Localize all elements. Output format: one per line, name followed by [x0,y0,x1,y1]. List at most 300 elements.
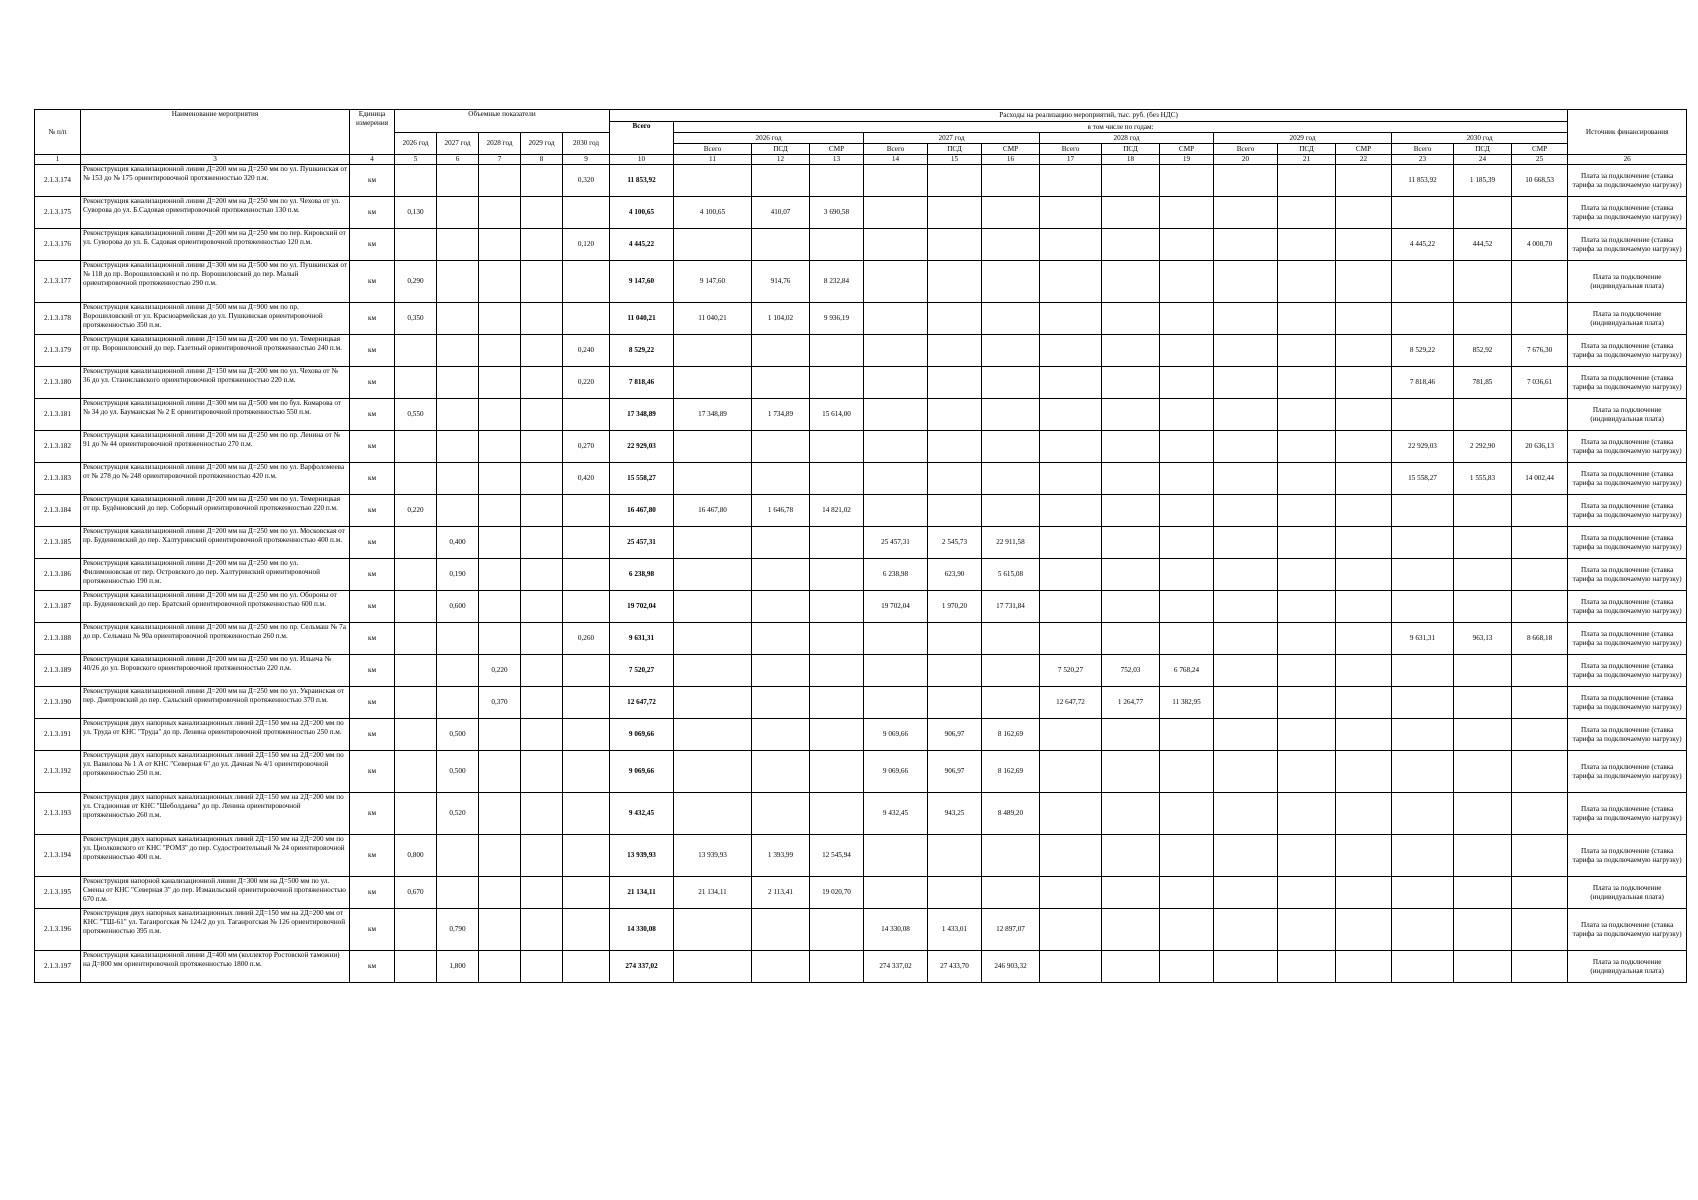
cost-value [810,655,864,687]
volume-value [521,687,563,719]
header-sub: СМР [982,144,1040,155]
cost-value [752,591,810,623]
header-sub: Всего [1040,144,1102,155]
table-row [35,303,1687,335]
volume-value [479,527,521,559]
table-row [35,229,1687,261]
volume-value [395,793,437,835]
unit: км [350,367,395,399]
total-cost: 17 348,89 [610,399,674,431]
volume-value [479,951,521,983]
column-number: 15 [928,155,982,165]
unit: км [350,623,395,655]
funding-source: Плата за подключение (ставка тарифа за подключаемую нагрузку) [1568,165,1687,197]
volume-value [521,495,563,527]
cost-value [1160,559,1214,591]
volume-value [479,623,521,655]
cost-value [1336,495,1392,527]
volume-value [479,335,521,367]
cost-value [1160,335,1214,367]
row-number: 2.1.3.188 [35,623,81,655]
cost-value [1278,591,1336,623]
cost-value: 15 558,27 [1392,463,1454,495]
header-volume: Объемные показатели [395,110,610,133]
investment-table [34,109,1687,983]
measure-name: Реконструкция двух напорных канализационных линий 2Д=150 мм на 2Д=200 мм от КНС "ТШ-61" ул. Таганрогская № 124/2 до ул. Таганрогская № 126 ориентировочной протяженностью 395 п.м. [81,909,350,951]
cost-value [1278,559,1336,591]
cost-value [810,463,864,495]
funding-source: Плата за подключение (ставка тарифа за подключаемую нагрузку) [1568,367,1687,399]
volume-value [563,303,610,335]
volume-value [521,165,563,197]
cost-value: 752,03 [1102,655,1160,687]
cost-value [1160,909,1214,951]
cost-value [1392,591,1454,623]
cost-value: 906,97 [928,719,982,751]
cost-value [752,687,810,719]
cost-value [1160,261,1214,303]
funding-source: Плата за подключение (ставка тарифа за подключаемую нагрузку) [1568,495,1687,527]
cost-value [928,399,982,431]
cost-value [1392,835,1454,877]
column-number: 24 [1454,155,1512,165]
total-cost: 6 238,98 [610,559,674,591]
cost-value [982,165,1040,197]
cost-value [982,463,1040,495]
cost-value: 11 040,21 [674,303,752,335]
cost-value [674,527,752,559]
total-cost: 16 467,80 [610,495,674,527]
row-number: 2.1.3.192 [35,751,81,793]
header-sub: ПСД [928,144,982,155]
cost-value [1160,877,1214,909]
cost-value [1392,751,1454,793]
header-cost-year: 2029 год [1214,133,1392,144]
unit: км [350,197,395,229]
cost-value [928,431,982,463]
volume-value [479,751,521,793]
column-number: 22 [1336,155,1392,165]
cost-value [674,951,752,983]
cost-value [752,623,810,655]
cost-value [752,367,810,399]
volume-value [563,835,610,877]
row-number: 2.1.3.191 [35,719,81,751]
cost-value [1160,431,1214,463]
cost-value [1214,399,1278,431]
unit: км [350,655,395,687]
cost-value [1392,687,1454,719]
volume-value [437,229,479,261]
cost-value [1160,719,1214,751]
volume-value [521,367,563,399]
cost-value: 1 185,39 [1454,165,1512,197]
cost-value [1040,463,1102,495]
cost-value [1454,591,1512,623]
volume-value: 0,190 [437,559,479,591]
column-number: 6 [437,155,479,165]
cost-value [810,527,864,559]
cost-value: 9 432,45 [864,793,928,835]
cost-value [864,229,928,261]
column-number: 4 [350,155,395,165]
cost-value [1336,623,1392,655]
cost-value [810,559,864,591]
cost-value [1214,335,1278,367]
header-cost-year: 2026 год [674,133,864,144]
column-number: 5 [395,155,437,165]
cost-value: 9 069,66 [864,751,928,793]
cost-value [1214,303,1278,335]
cost-value: 9 147,60 [674,261,752,303]
cost-value [982,623,1040,655]
table-row [35,793,1687,835]
cost-value [1102,165,1160,197]
cost-value [1102,751,1160,793]
cost-value [864,877,928,909]
table-row [35,909,1687,951]
row-number: 2.1.3.181 [35,399,81,431]
funding-source: Плата за подключение (индивидуальная плата) [1568,951,1687,983]
volume-value [521,951,563,983]
table-row [35,527,1687,559]
cost-value [1392,399,1454,431]
funding-source: Плата за подключение (ставка тарифа за подключаемую нагрузку) [1568,655,1687,687]
cost-value [1160,197,1214,229]
cost-value [1278,495,1336,527]
cost-value [1454,303,1512,335]
row-number: 2.1.3.185 [35,527,81,559]
cost-value [1336,527,1392,559]
volume-value [521,197,563,229]
cost-value [1512,399,1568,431]
cost-value [1336,793,1392,835]
cost-value [1040,197,1102,229]
cost-value [928,367,982,399]
volume-value: 0,320 [563,165,610,197]
volume-value [563,591,610,623]
cost-value [1278,431,1336,463]
column-number: 10 [610,155,674,165]
cost-value [1278,835,1336,877]
cost-value: 943,25 [928,793,982,835]
cost-value [1454,399,1512,431]
cost-value [674,623,752,655]
unit: км [350,335,395,367]
cost-value [810,367,864,399]
row-number: 2.1.3.196 [35,909,81,951]
funding-source: Плата за подключение (ставка тарифа за подключаемую нагрузку) [1568,229,1687,261]
volume-value [437,495,479,527]
table-row [35,165,1687,197]
column-number: 13 [810,155,864,165]
volume-value: 0,500 [437,751,479,793]
cost-value [982,367,1040,399]
volume-value [395,335,437,367]
cost-value [1040,335,1102,367]
cost-value [674,229,752,261]
column-number: 18 [1102,155,1160,165]
row-number: 2.1.3.193 [35,793,81,835]
cost-value [1336,591,1392,623]
cost-value [674,431,752,463]
cost-value [1392,559,1454,591]
header-costs: Расходы на реализацию мероприятий, тыс. руб. (без НДС) [610,110,1568,122]
column-number: 11 [674,155,752,165]
funding-source: Плата за подключение (ставка тарифа за подключаемую нагрузку) [1568,527,1687,559]
column-number: 17 [1040,155,1102,165]
unit: км [350,399,395,431]
volume-value: 0,220 [479,655,521,687]
volume-value [521,559,563,591]
cost-value [864,495,928,527]
column-number: 26 [1568,155,1687,165]
cost-value [982,687,1040,719]
volume-value: 0,400 [437,527,479,559]
cost-value [1102,229,1160,261]
cost-value [864,399,928,431]
cost-value [1160,399,1214,431]
cost-value [1214,719,1278,751]
cost-value [752,655,810,687]
header-cost-year: 2030 год [1392,133,1568,144]
cost-value [1102,527,1160,559]
cost-value [1040,951,1102,983]
cost-value [1278,303,1336,335]
volume-value: 0,550 [395,399,437,431]
volume-value: 0,220 [395,495,437,527]
cost-value [982,835,1040,877]
funding-source: Плата за подключение (ставка тарифа за подключаемую нагрузку) [1568,719,1687,751]
volume-value [437,655,479,687]
column-number: 9 [563,155,610,165]
volume-value: 0,220 [563,367,610,399]
cost-value [1512,527,1568,559]
cost-value [1512,559,1568,591]
cost-value [1102,719,1160,751]
volume-value [521,431,563,463]
volume-value [563,719,610,751]
cost-value [1102,303,1160,335]
row-number: 2.1.3.176 [35,229,81,261]
cost-value: 1 970,20 [928,591,982,623]
cost-value: 22 911,58 [982,527,1040,559]
volume-value [395,559,437,591]
cost-value [864,165,928,197]
cost-value [752,719,810,751]
cost-value [1512,877,1568,909]
measure-name: Реконструкция канализационной линии Д=200 мм на Д=250 мм по ул. Чехова от ул. Суворова до ул. Б.Садовая ориентировочной протяженностью 130 п.м. [81,197,350,229]
row-number: 2.1.3.182 [35,431,81,463]
volume-value [521,261,563,303]
cost-value [1454,951,1512,983]
header-total: Всего [610,122,674,155]
cost-value [1336,751,1392,793]
cost-value: 1 433,01 [928,909,982,951]
total-cost: 7 818,46 [610,367,674,399]
cost-value [810,687,864,719]
cost-value [1278,399,1336,431]
cost-value [1160,527,1214,559]
cost-value [1040,909,1102,951]
cost-value [1214,367,1278,399]
cost-value [810,951,864,983]
measure-name: Реконструкция канализационной линии Д=200 мм на Д=250 мм по ул. Филимоновская от пер. Островского до пер. Халтуринский ориентировочной протяженностью 190 п.м. [81,559,350,591]
column-number: 14 [864,155,928,165]
measure-name: Реконструкция канализационной линии Д=200 мм на Д=250 мм по ул. Ильича № 40/26 до ул. Воровского ориентировочной протяженностью 220 п.м. [81,655,350,687]
row-number: 2.1.3.190 [35,687,81,719]
volume-value: 0,240 [563,335,610,367]
cost-value [1214,431,1278,463]
cost-value [752,559,810,591]
cost-value [674,335,752,367]
measure-name: Реконструкция двух напорных канализационных линий 2Д=150 мм на 2Д=200 мм по ул. Стадионная от КНС "Шеболдаева" до пр. Ленина ориентировочной протяженностью 260 п.м. [81,793,350,835]
cost-value: 9 631,31 [1392,623,1454,655]
measure-name: Реконструкция двух напорных канализационных линий 2Д=150 мм на 2Д=200 мм по ул. Труда от КНС "Труда" до пр. Ленина ориентировочной протяженностью 250 п.м. [81,719,350,751]
column-number: 19 [1160,155,1214,165]
total-cost: 12 647,72 [610,687,674,719]
total-cost: 9 069,66 [610,719,674,751]
volume-value [521,655,563,687]
row-number: 2.1.3.187 [35,591,81,623]
funding-source: Плата за подключение (индивидуальная плата) [1568,877,1687,909]
cost-value [1102,591,1160,623]
volume-value [521,335,563,367]
table-row [35,719,1687,751]
row-number: 2.1.3.183 [35,463,81,495]
volume-value [437,367,479,399]
table-row [35,751,1687,793]
volume-value [437,335,479,367]
cost-value [1102,399,1160,431]
cost-value [1214,229,1278,261]
cost-value [1336,367,1392,399]
measure-name: Реконструкция канализационной линии Д=400 мм (коллектор Ростовской таможни) на Д=800 мм ориентировочной протяженностью 1800 п.м. [81,951,350,983]
total-cost: 22 929,03 [610,431,674,463]
cost-value [1214,527,1278,559]
measure-name: Реконструкция канализационной линии Д=200 мм на Д=250 мм по ул. Темерницкая от пр. Будённовский до пер. Соборный ориентировочной протяженностью 220 п.м. [81,495,350,527]
cost-value [864,463,928,495]
volume-value [521,399,563,431]
cost-value [1336,229,1392,261]
table-row [35,835,1687,877]
cost-value [1040,303,1102,335]
cost-value [1278,719,1336,751]
volume-value [395,687,437,719]
row-number: 2.1.3.197 [35,951,81,983]
cost-value: 11 853,92 [1392,165,1454,197]
cost-value [1512,303,1568,335]
cost-value [1102,495,1160,527]
funding-source: Плата за подключение (ставка тарифа за подключаемую нагрузку) [1568,431,1687,463]
cost-value: 1 264,77 [1102,687,1160,719]
cost-value [928,687,982,719]
cost-value [1214,559,1278,591]
unit: км [350,165,395,197]
cost-value [674,559,752,591]
cost-value: 6 238,98 [864,559,928,591]
cost-value: 2 292,90 [1454,431,1512,463]
cost-value [1512,793,1568,835]
volume-value: 0,270 [563,431,610,463]
table-row [35,655,1687,687]
funding-source: Плата за подключение (ставка тарифа за подключаемую нагрузку) [1568,751,1687,793]
measure-name: Реконструкция канализационной линии Д=150 мм на Д=200 мм по ул. Чехова от № 36 до ул. Станиславского ориентировочной протяженностью 220 п.м. [81,367,350,399]
header-sub: СМР [1336,144,1392,155]
cost-value: 7 520,27 [1040,655,1102,687]
row-number: 2.1.3.175 [35,197,81,229]
cost-value [752,793,810,835]
cost-value [752,951,810,983]
cost-value [1214,687,1278,719]
cost-value: 12 897,07 [982,909,1040,951]
measure-name: Реконструкция канализационной линии Д=200 мм на Д=250 мм по ул. Пушкинская от № 153 до № 175 ориентировочной протяженностью 320 п.м. [81,165,350,197]
volume-value [437,399,479,431]
funding-source: Плата за подключение (ставка тарифа за подключаемую нагрузку) [1568,463,1687,495]
row-number: 2.1.3.178 [35,303,81,335]
total-cost: 9 147,60 [610,261,674,303]
volume-value [437,835,479,877]
header-sub: СМР [1160,144,1214,155]
volume-value [437,623,479,655]
volume-value [437,463,479,495]
cost-value [1102,559,1160,591]
cost-value [1160,793,1214,835]
cost-value [810,793,864,835]
header-source: Источник финансирования [1568,110,1687,155]
cost-value: 22 929,03 [1392,431,1454,463]
header-sub: Всего [864,144,928,155]
cost-value [1040,367,1102,399]
measure-name: Реконструкция двух напорных канализационных линий 2Д=150 мм на 2Д=200 мм по ул. Циолковского от КНС "РОМЗ" до пер. Судостроительный № 24 ориентировочной протяженностью 400 п.м. [81,835,350,877]
funding-source: Плата за подключение (ставка тарифа за подключаемую нагрузку) [1568,793,1687,835]
volume-value [479,165,521,197]
header-vol-year: 2029 год [521,133,563,155]
cost-value [1336,261,1392,303]
cost-value [1392,197,1454,229]
cost-value: 19 020,70 [810,877,864,909]
volume-value [437,197,479,229]
cost-value [1454,877,1512,909]
header-sub: ПСД [752,144,810,155]
cost-value [1512,909,1568,951]
column-number: 8 [521,155,563,165]
cost-value [1512,751,1568,793]
volume-value [521,909,563,951]
volume-value [479,399,521,431]
cost-value [864,303,928,335]
volume-value [479,591,521,623]
table-row [35,463,1687,495]
cost-value [1040,793,1102,835]
total-cost: 9 069,66 [610,751,674,793]
cost-value [1040,261,1102,303]
volume-value [479,835,521,877]
measure-name: Реконструкция двух напорных канализационных линий 2Д=150 мм на 2Д=200 мм по ул. Вавилова № 1 А от КНС "Северная 6" до ул. Дачная № 4/1 ориентировочной протяженностью 250 п.м. [81,751,350,793]
volume-value [395,367,437,399]
measure-name: Реконструкция напорной канализационной линии Д=300 мм на Д=500 мм по ул. Смены от КНС "Северная 3" до пер. Измаильский ориентировочной протяженностью 670 п.м. [81,877,350,909]
cost-value [1454,527,1512,559]
unit: км [350,463,395,495]
unit: км [350,793,395,835]
volume-value [395,951,437,983]
funding-source: Плата за подключение (ставка тарифа за подключаемую нагрузку) [1568,197,1687,229]
cost-value [1454,687,1512,719]
row-number: 2.1.3.174 [35,165,81,197]
cost-value [1512,495,1568,527]
volume-value [521,229,563,261]
row-number: 2.1.3.195 [35,877,81,909]
